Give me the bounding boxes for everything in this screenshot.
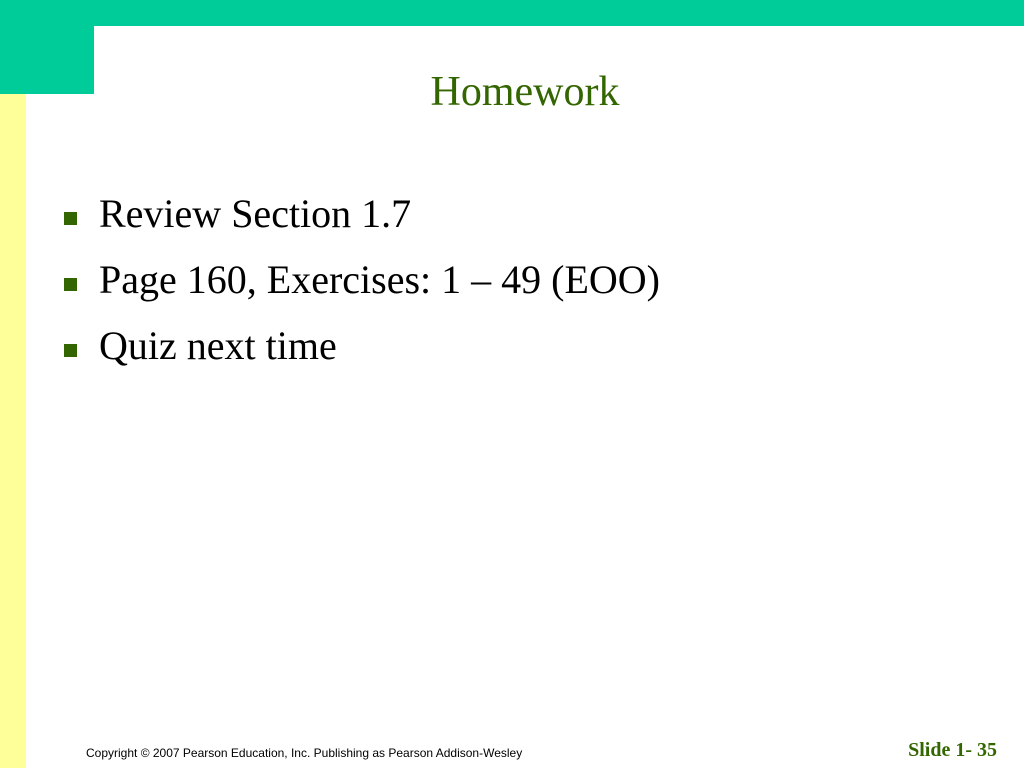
- copyright-notice: Copyright © 2007 Pearson Education, Inc. Publishing as Pearson Addison-Wesley: [86, 746, 523, 760]
- bullet-text: Quiz next time: [99, 323, 337, 368]
- square-bullet-icon: [64, 212, 77, 225]
- slide-number: Slide 1- 35: [908, 739, 997, 761]
- bullet-text: Page 160, Exercises: 1 – 49 (EOO): [99, 257, 660, 302]
- left-accent-bar: [0, 0, 26, 768]
- square-bullet-icon: [64, 344, 77, 357]
- square-bullet-icon: [64, 278, 77, 291]
- bullet-text: Review Section 1.7: [99, 191, 412, 236]
- slide-title: Homework: [430, 69, 620, 115]
- top-accent-bar: [0, 0, 1024, 26]
